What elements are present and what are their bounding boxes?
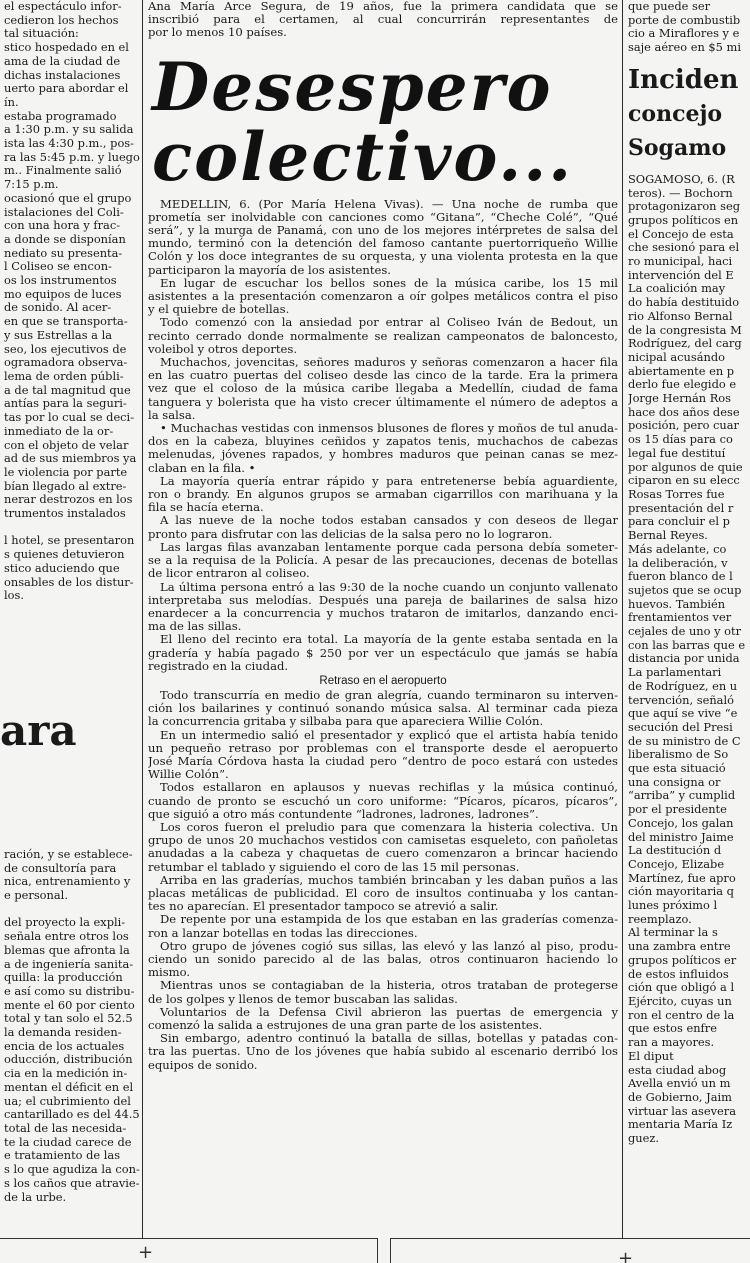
article-text-line: cuando de pronto se escuchó un coro uniforme: “Pícaros, pícaros, pícaros”, <box>148 794 618 808</box>
left-text-line: e así como su distribu- <box>4 984 135 998</box>
right-column-top-text <box>628 0 750 55</box>
left-text-line: total y tan solo el 52.5 <box>4 1012 133 1026</box>
left-text-line: tas por lo cual se deci- <box>4 411 135 425</box>
left-text-line: estaba programado <box>4 109 117 123</box>
article-text-line: vez que el coloso de la música caribe llegaba a Medellín, ciudad de fama <box>148 382 618 396</box>
intro-text <box>148 0 618 40</box>
right-text-line: virtuar las asevera <box>628 1104 736 1118</box>
article-text-line: La mayoría quería entrar rápido y para entretenerse bebía aguardiente, <box>160 474 618 488</box>
right-text-line: ron el centro de la <box>628 1008 735 1022</box>
column-rule-right <box>622 0 623 1238</box>
right-text-line: ción mayoritaria q <box>628 885 734 899</box>
left-text-line: seo, los ejecutivos de <box>4 342 127 356</box>
left-text-line: mente el 60 por ciento <box>4 998 135 1012</box>
right-text-line: Al terminar la s <box>628 926 718 940</box>
right-text-line: intervención del E <box>628 268 734 282</box>
article-text-line: y el quiebre de botellas. <box>148 303 290 317</box>
right-text-line: de Rodríguez, en u <box>628 679 738 693</box>
right-text-line: del ministro Jaime <box>628 830 734 844</box>
article-text-line: comenzó la salida a estrujones de una gran parte de los asistentes. <box>148 1019 543 1032</box>
left-text-line: ista las 4:30 p.m., pos- <box>4 137 134 151</box>
left-text-line: te la ciudad carece de <box>4 1135 132 1149</box>
bottom-box-right <box>390 1238 750 1263</box>
right-text-line: Avella envió un m <box>628 1077 731 1091</box>
right-text-line: Más adelante, co <box>628 542 727 556</box>
left-text-line: señala entre otros los <box>4 930 129 944</box>
right-text-line: esta ciudad abog <box>628 1063 727 1077</box>
left-text-line: e tratamiento de las <box>4 1149 121 1163</box>
article-text-line: la salsa. <box>148 408 196 422</box>
article-text-line: voleibol y otros deportes. <box>148 342 298 356</box>
article-text-line: enardecer a la concurrencia y muchos trataron de imitarlos, danzando enci- <box>148 606 618 620</box>
left-text-line: 7:15 p.m. <box>4 178 59 192</box>
left-text-line: stico aduciendo que <box>4 561 120 575</box>
article-text-line: El lleno del recinto era total. La mayoría de la gente estaba sentada en la <box>160 633 618 647</box>
left-text-line: cantarillado es del 44.5 <box>4 1108 140 1122</box>
right-text-line: guez. <box>628 1132 659 1146</box>
right-text-line: Bernal Reyes. <box>628 529 708 543</box>
right-text-line: ciparon en su elecc <box>628 474 740 488</box>
right-text-line: La coalición may <box>628 282 726 296</box>
right-text-line: que esta situació <box>628 762 726 776</box>
right-text-line: Ejército, cuyas un <box>628 995 732 1008</box>
left-text-line: cedieron los hechos <box>4 13 119 27</box>
left-text-line: trumentos instalados <box>4 507 126 521</box>
headline-line-2: colectivo... <box>152 117 574 196</box>
left-text-line: los. <box>4 589 24 603</box>
left-column <box>0 0 140 1240</box>
right-text-line: huevos. También <box>628 597 726 611</box>
right-text-line: ro municipal, haci <box>628 255 733 269</box>
article-text-line: mismo. <box>148 966 191 980</box>
left-text-line: nediato su presenta- <box>4 246 123 260</box>
right-text-line: hace dos años dese <box>628 405 740 419</box>
left-text-line: dichas instalaciones <box>4 68 121 82</box>
left-text-line: nerar destrozos en los <box>4 493 133 507</box>
article-text-line: gradería y había pagado $ 250 por ver un espectáculo que jamás se había <box>148 646 618 660</box>
right-text-line: grupos políticos er <box>628 953 737 967</box>
right-heading-line-1: Inciden <box>628 64 739 95</box>
right-text-line: liberalismo de So <box>628 748 729 762</box>
left-text-line: antías para la seguri- <box>4 397 127 411</box>
right-text-line: Martínez, fue apro <box>628 871 736 885</box>
article-text-line: recinto cerrado donde normalmente se realizan campeonatos de baloncesto, <box>148 329 618 343</box>
article-text-line: En lugar de escuchar los bellos sones de la música caribe, los 15 mil <box>160 276 618 290</box>
right-text-line: teros). — Bochorn <box>628 186 733 200</box>
article-text-line: interpretaba sus melodías. Después una pareja de bailarines de salsa hizo <box>148 593 618 607</box>
left-column-partial-headline: ara <box>0 705 77 755</box>
right-text-line: cio a Miraflores y e <box>628 27 740 41</box>
article-text-line: Las largas filas avanzaban lentamente porque cada persona debía someter- <box>160 540 618 554</box>
left-text-line: ad de sus miembros ya <box>4 452 137 466</box>
left-text-line: os los instrumentos <box>4 274 117 288</box>
right-column <box>628 0 750 1240</box>
right-text-line: Concejo, los galan <box>628 816 734 830</box>
article-text-line: en las cuatro puertas del coliseo desde las cinco de la tarde. Era la primera <box>148 369 618 383</box>
right-text-line: saje aéreo en $5 mi <box>628 41 741 55</box>
left-text-line: cia en la medición in- <box>4 1067 128 1081</box>
left-column-top-text <box>0 0 140 603</box>
article-text-line: La última persona entró a las 9:30 de la noche cuando un conjunto vallenato <box>160 580 618 594</box>
right-text-line: do había destituido <box>628 296 740 310</box>
left-text-line: con una hora y frac- <box>4 219 121 233</box>
left-text-line <box>4 903 140 917</box>
right-heading-line-2: concejo <box>628 100 723 127</box>
left-text-line: blemas que afronta la <box>4 943 130 957</box>
article-body-part-1 <box>148 198 618 673</box>
left-text-line: total de las necesida- <box>4 1122 127 1135</box>
left-text-line: de sonido. Al acer- <box>4 301 112 315</box>
article-text-line: Colón y los doce integrantes de su orquesta, y una violenta protesta en la que <box>148 250 618 264</box>
article-text-line: prometía ser inolvidable con canciones como “Gitana”, “Cheche Colé”, “Qué <box>148 210 618 224</box>
article-text-line: de los golpes y llenos de temor buscaban las salidas. <box>148 992 458 1006</box>
left-text-line: s los caños que atravie- <box>4 1176 140 1190</box>
article-text-line: Arriba en las graderías, muchos también brincaban y les daban puños a las <box>160 873 618 887</box>
main-article <box>148 0 618 1240</box>
article-body-part-2 <box>148 689 618 1072</box>
left-column-bottom-text <box>0 848 140 1204</box>
right-text-line: fueron blanco de l <box>628 570 733 584</box>
right-text-line: La destitución d <box>628 844 722 858</box>
left-text-line: e personal. <box>4 889 68 903</box>
right-text-line: legal fue destituí <box>628 446 726 460</box>
article-text-line: A las nueve de la noche todos estaban cansados y con deseos de llegar <box>160 514 618 528</box>
left-text-line: nica, entrenamiento y <box>4 875 131 889</box>
right-text-line: mentaria María Iz <box>628 1118 733 1132</box>
left-text-line: encia de los actuales <box>4 1039 125 1053</box>
article-text-line: José María Córdova hasta la ciudad pero “dentro de poco estará con ustedes <box>148 754 618 768</box>
right-text-line: cejales de uno y otr <box>628 625 742 639</box>
article-text-line: anudadas a la cabeza y chaquetas de cuero comenzaron a brincar haciendo <box>148 847 618 861</box>
right-text-line: que estos enfre <box>628 1022 717 1036</box>
right-text-line: distancia por unida <box>628 652 740 666</box>
right-text-line: lunes próximo l <box>628 899 718 913</box>
left-text-line: uerto para abordar el <box>4 82 129 96</box>
left-text-line: a donde se disponían <box>4 232 126 246</box>
intro-text-line: Ana María Arce Segura, de 19 años, fue la primera candidata que se <box>148 0 618 13</box>
left-text-line: a de ingeniería sanita- <box>4 957 134 971</box>
left-text-line: inmediato de la or- <box>4 424 114 438</box>
right-text-line: que aquí se vive “e <box>628 707 738 721</box>
right-text-line: reemplazo. <box>628 912 692 926</box>
right-text-line: frentamientos ver <box>628 611 732 625</box>
right-text-line: una zambra entre <box>628 940 731 954</box>
article-text-line: melenudas, jóvenes rapados, y hombres maduros que peinan canas se mez- <box>148 448 618 462</box>
left-text-line: en que se transporta- <box>4 315 128 329</box>
right-text-line: porte de combustib <box>628 13 741 27</box>
left-text-line: bían llegado al extre- <box>4 479 127 493</box>
article-text-line: mundo, terminó con la detención del famoso cantante puertorriqueño Willie <box>148 237 618 251</box>
right-heading-line-3: Sogamo <box>628 134 727 161</box>
left-text-line: de consultoría para <box>4 861 117 875</box>
left-text-line: mo equipos de luces <box>4 287 122 301</box>
right-text-line: por algunos de quie <box>628 460 743 474</box>
article-text-line: retumbar el tablado y siguiendo el coro de las 15 mil personas. <box>148 860 520 874</box>
article-text-line: ciendo un sonido parecido al de las balas, otros continuaron haciendo lo <box>148 952 618 966</box>
right-text-line: La parlamentari <box>628 666 722 680</box>
article-text-line: Willie Colón”. <box>148 768 229 782</box>
left-text-line: con el objeto de velar <box>4 438 129 452</box>
right-text-line: tervención, señaló <box>628 693 734 707</box>
left-text-line: ama de la ciudad de <box>4 54 121 68</box>
registration-mark: + <box>138 1242 154 1263</box>
article-text-line: Mientras unos se contagiaban de la histeria, otros trataban de protegerse <box>160 979 618 993</box>
left-text-line: tal situación: <box>4 27 79 41</box>
left-text-line: oducción, distribución <box>4 1053 133 1067</box>
article-text-line: ma de las sillas. <box>148 620 242 634</box>
right-text-line: secución del Presi <box>628 720 733 734</box>
right-text-line: abiertamente en p <box>628 364 735 378</box>
left-text-line: l hotel, se presentaron <box>4 534 135 548</box>
right-text-line: SOGAMOSO, 6. (R <box>628 172 735 186</box>
article-text-line: tra las puertas. Uno de los jóvenes que había subido al escenario derribó los <box>148 1045 618 1059</box>
article-text-line: Voluntarios de la Defensa Civil abrieron las puertas de emergencia y <box>160 1005 618 1019</box>
bottom-box-left <box>0 1238 378 1263</box>
right-text-line: sujetos que se ocup <box>628 583 742 597</box>
left-text-line: ración, y se establece- <box>4 847 133 861</box>
left-text-line: m.. Finalmente salió <box>4 164 122 178</box>
article-text-line: ron o brandy. En algunos grupos se armaban cigarrillos con marihuana y la <box>148 488 618 502</box>
article-text-line: asistentes a la presentación comenzaron a oír golpes metálicos contra el piso <box>148 290 618 304</box>
article-text-line: de licor entraron al coliseo. <box>148 567 310 581</box>
article-text-line: • Muchachas vestidas con inmensos blusones de flores y moños de tul anuda- <box>160 422 618 436</box>
right-text-line: protagonizaron seg <box>628 200 741 214</box>
column-rule-left <box>142 0 143 1238</box>
right-text-line: de Gobierno, Jaim <box>628 1090 732 1104</box>
left-text-line: y sus Estrellas a la <box>4 328 113 342</box>
article-text-line: registrado en la ciudad. <box>148 659 289 673</box>
article-text-line: un pequeño retraso por problemas con el transporte desde el aeropuerto <box>148 741 618 755</box>
left-text-line: del proyecto la expli- <box>4 916 126 930</box>
article-text-line: Los coros fueron el preludio para que comenzara la histeria colectiva. Un <box>160 820 618 834</box>
left-text-line: s quienes detuvieron <box>4 548 125 562</box>
left-text-line: el espectáculo infor- <box>4 0 122 13</box>
article-text-line: la concurrencia gritaba y silbaba para que apareciera Willie Colón. <box>148 715 544 729</box>
article-subheading: Retraso en el aeropuerto <box>319 674 447 687</box>
article-text-line: será”, y la murga de Panamá, con uno de los mejores intérpretes de salsa del <box>148 224 618 238</box>
article-text-line: claban en la fila. • <box>148 461 256 475</box>
right-text-line: de estos influidos <box>628 967 729 981</box>
right-text-line: el Concejo de esta <box>628 227 734 241</box>
article-text-line: En un intermedio salió el presentador y explicó que el artista había tenido <box>160 728 618 742</box>
article-text-line: De repente por una estampida de los que estaban en las graderías comenza- <box>160 913 618 927</box>
right-text-line: por el presidente <box>628 803 727 817</box>
right-text-line: que puede ser <box>628 0 711 13</box>
left-text-line: onsables de los distur- <box>4 575 134 589</box>
article-text-line: Otro grupo de jóvenes cogió sus sillas, las elevó y las lanzó al piso, produ- <box>160 939 618 953</box>
article-text-line: dos en la cabeza, bluyines ceñidos y zapatos tenis, muchachos de cabezas <box>148 435 618 449</box>
article-text-line: Todos estallaron en aplausos y nuevas rechiflas y la música continuó, <box>160 781 618 795</box>
right-text-line: Rodríguez, del carg <box>628 337 742 351</box>
right-text-line: nicipal acusándo <box>628 350 725 364</box>
article-text-line: ción los bailarines y continuó sonando música salsa. Al terminar cada pieza <box>148 702 618 716</box>
right-text-line: ran a mayores. <box>628 1036 715 1050</box>
right-text-line: de la congresista M <box>628 323 742 337</box>
left-text-line: stico hospedado en el <box>4 41 129 55</box>
left-text-line: le violencia por parte <box>4 465 128 479</box>
article-text-line: pronto para disfrutar con las delicias de la salsa pero no lo lograron. <box>148 527 553 541</box>
left-text-line: a de tal magnitud que <box>4 383 131 397</box>
registration-mark-2: + <box>618 1248 634 1263</box>
right-text-line: “arriba” y cumplid <box>628 789 736 803</box>
article-text-line: ron a lanzar botellas en todas las direcciones. <box>148 926 418 940</box>
article-text-line: fila se hacía eterna. <box>148 501 264 515</box>
left-text-line: ogramadora observa- <box>4 356 128 370</box>
left-text-line: la demanda residen- <box>4 1026 122 1040</box>
right-text-line: Jorge Hernán Ros <box>628 392 732 406</box>
article-text-line: Muchachos, jovencitas, señores maduros y señoras comenzaron a hacer fila <box>160 356 618 370</box>
left-text-line: quilla: la producción <box>4 971 123 985</box>
right-text-line: derlo fue elegido e <box>628 378 737 392</box>
right-text-line: con las barras que e <box>628 638 746 652</box>
right-text-line: rio Alfonso Bernal <box>628 309 733 323</box>
right-text-line: grupos políticos en <box>628 213 739 227</box>
article-text-line: participaron la mayoría de los asistentes. <box>148 263 391 277</box>
left-text-line: s lo que agudiza la con- <box>4 1163 140 1177</box>
right-text-line: una consigna or <box>628 775 721 789</box>
right-text-line: ción que obligó a l <box>628 981 735 995</box>
article-text-line: MEDELLIN, 6. (Por María Helena Vivas). — Una noche de rumba que <box>160 197 618 211</box>
left-text-line: lema de orden públi- <box>4 369 124 383</box>
left-text-line: a 1:30 p.m. y su salida <box>4 123 134 137</box>
right-text-line: la deliberación, v <box>628 556 728 570</box>
right-column-body <box>628 173 750 1146</box>
article-text-line: placas metálicas de publicidad. El coro de insultos continuaba y los cantan- <box>148 886 618 900</box>
article-text-line: tanguera y bolerista que ha visto crecer últimamente el número de adeptos a <box>148 395 618 409</box>
left-text-line: de la urbe. <box>4 1190 67 1204</box>
intro-text-line: inscribió para el certamen, al cual concurrirán representantes de <box>148 13 618 27</box>
intro-text-line: por lo menos 10 países. <box>148 26 287 40</box>
right-text-line: El diput <box>628 1049 674 1063</box>
right-text-line: de su ministro de C <box>628 734 741 748</box>
left-text-line: ua; el cubrimiento del <box>4 1094 131 1108</box>
article-text-line: equipos de sonido. <box>148 1058 258 1072</box>
article-text-line: Todo transcurría en medio de gran alegría, cuando terminaron su interven- <box>160 688 618 702</box>
right-text-line: para concluir el p <box>628 515 730 529</box>
left-text-line: istalaciones del Coli- <box>4 205 124 219</box>
right-text-line: Concejo, Elizabe <box>628 857 725 871</box>
article-text-line: Todo comenzó con la ansiedad por entrar al Coliseo Iván de Bedout, un <box>160 316 618 330</box>
left-text-line: mentan el déficit en el <box>4 1080 134 1094</box>
left-text-line: ra las 5:45 p.m. y luego <box>4 150 140 164</box>
right-text-line: presentación del r <box>628 501 734 515</box>
left-text-line: ín. <box>4 95 19 109</box>
right-text-line: Rosas Torres fue <box>628 487 725 501</box>
right-text-line: che sesionó para el <box>628 241 740 255</box>
left-text-line: ocasionó que el grupo <box>4 191 132 205</box>
right-text-line: os 15 días para co <box>628 433 733 447</box>
article-text-line: se a la requisa de la Policía. A pesar de las precauciones, decenas de botellas <box>148 554 618 568</box>
article-text-line: Sin embargo, adentro continuó la batalla de sillas, botellas y patadas con- <box>160 1032 618 1046</box>
left-text-line <box>4 521 140 535</box>
article-text-line: que siguió a otro más contundente “ladrones, ladrones, ladrones”. <box>148 807 539 821</box>
right-text-line: posición, pero cuar <box>628 419 740 433</box>
headline-line-1: Desespero <box>152 47 553 126</box>
article-text-line: grupo de unos 20 muchachos vestidos con camisetas esqueleto, con pañoletas <box>148 834 618 848</box>
left-text-line: l Coliseo se encon- <box>4 260 112 274</box>
article-text-line: tes no aparecían. El presentador tampoco se atrevió a salir. <box>148 900 499 914</box>
